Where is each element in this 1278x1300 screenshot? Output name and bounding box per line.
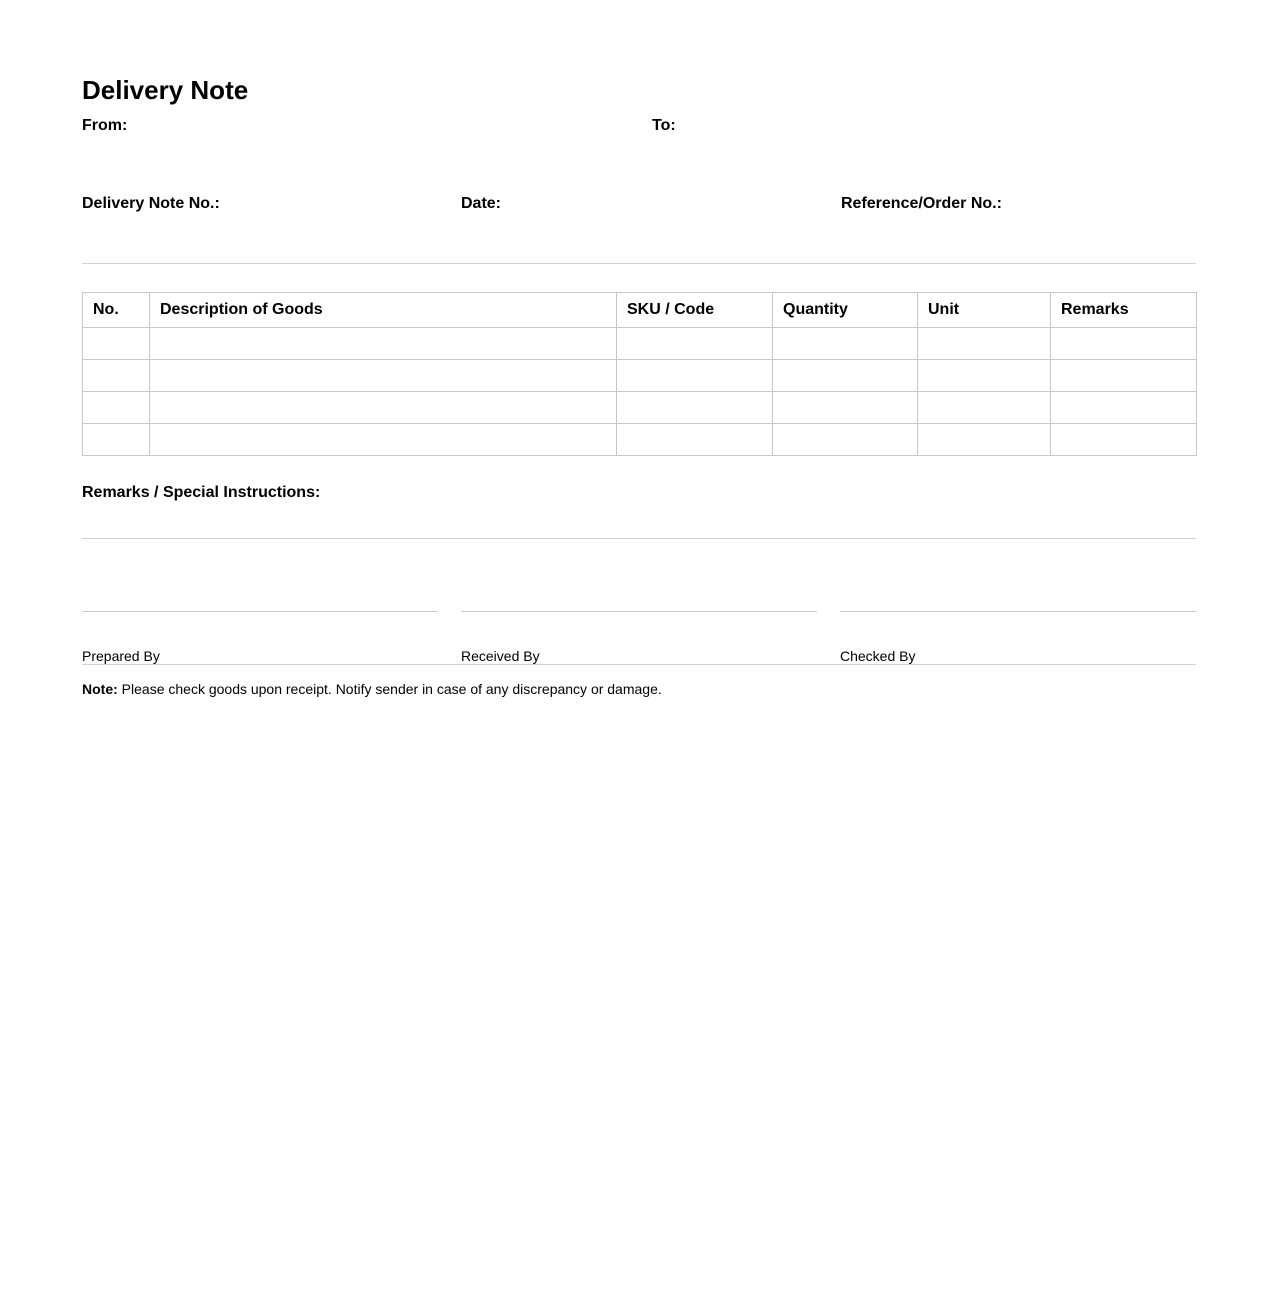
column-header-no: No. xyxy=(83,293,150,328)
goods-table xyxy=(82,292,1197,456)
table-cell xyxy=(773,424,918,456)
checked-by-signature xyxy=(840,611,1196,664)
signature-line xyxy=(461,611,817,612)
table-cell xyxy=(617,360,773,392)
delivery-note-number-label: Delivery Note No.: xyxy=(82,195,220,212)
table-row xyxy=(83,360,1197,392)
remarks-line xyxy=(82,538,1196,539)
table-cell xyxy=(617,328,773,360)
column-header-description: Description of Goods xyxy=(150,293,617,328)
table-cell xyxy=(617,392,773,424)
table-cell xyxy=(617,424,773,456)
table-cell xyxy=(918,328,1051,360)
table-cell xyxy=(150,392,617,424)
remarks-special-instructions-label: Remarks / Special Instructions: xyxy=(82,484,321,501)
table-cell xyxy=(918,424,1051,456)
table-row xyxy=(83,424,1197,456)
table-cell xyxy=(150,424,617,456)
to-label: To: xyxy=(652,117,676,134)
table-cell xyxy=(1051,392,1197,424)
received-by-signature xyxy=(461,611,817,664)
table-cell xyxy=(773,360,918,392)
column-header-unit: Unit xyxy=(918,293,1051,328)
table-cell xyxy=(150,328,617,360)
table-cell xyxy=(1051,424,1197,456)
signature-line xyxy=(82,611,438,612)
prepared-by-signature xyxy=(82,611,438,664)
column-header-remarks: Remarks xyxy=(1051,293,1197,328)
table-cell xyxy=(918,360,1051,392)
table-cell xyxy=(83,392,150,424)
footer-note xyxy=(82,681,662,698)
table-cell xyxy=(83,424,150,456)
column-header-sku: SKU / Code xyxy=(617,293,773,328)
table-cell xyxy=(773,328,918,360)
note-prefix: Note: xyxy=(82,681,118,697)
signature-line xyxy=(840,611,1196,612)
note-text: Please check goods upon receipt. Notify sender in case of any discrepancy or damage. xyxy=(117,681,662,697)
table-cell xyxy=(1051,328,1197,360)
table-cell xyxy=(1051,360,1197,392)
from-label: From: xyxy=(82,117,128,134)
table-cell xyxy=(83,360,150,392)
table-cell xyxy=(150,360,617,392)
prepared-by-label: Prepared By xyxy=(82,648,160,664)
page-title: Delivery Note xyxy=(82,75,249,105)
divider xyxy=(82,263,1196,264)
date-label: Date: xyxy=(461,195,502,212)
table-cell xyxy=(83,328,150,360)
received-by-label: Received By xyxy=(461,648,540,664)
table-header-row xyxy=(83,293,1197,328)
divider xyxy=(82,664,1196,665)
column-header-quantity: Quantity xyxy=(773,293,918,328)
table-row xyxy=(83,328,1197,360)
table-row xyxy=(83,392,1197,424)
reference-order-number-label: Reference/Order No.: xyxy=(841,195,1002,212)
table-cell xyxy=(773,392,918,424)
table-cell xyxy=(918,392,1051,424)
checked-by-label: Checked By xyxy=(840,648,916,664)
